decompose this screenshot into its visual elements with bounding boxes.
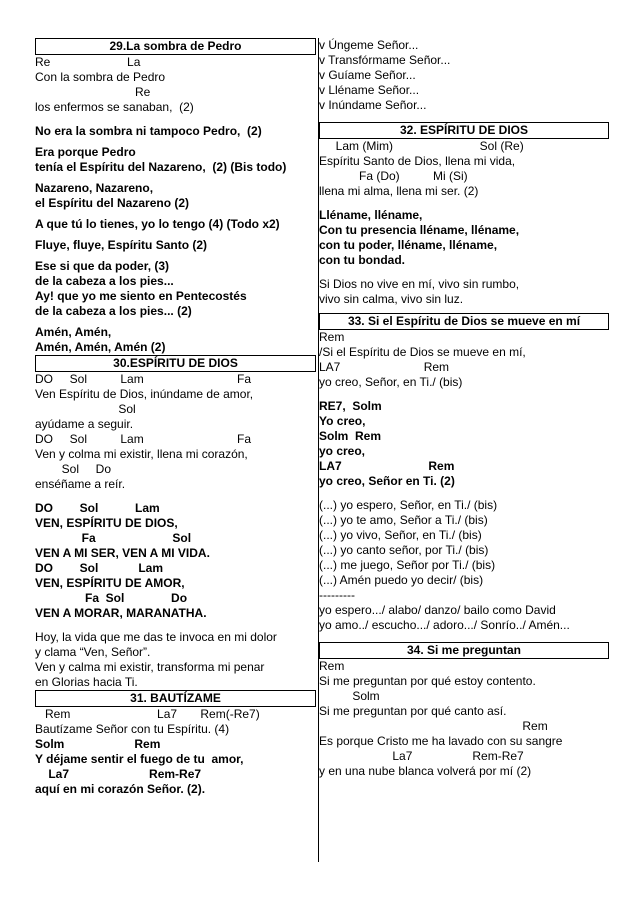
chorus-line: con tu poder, lléname, lléname, <box>319 238 498 252</box>
spacer <box>319 199 609 208</box>
lyric-line: en Glorias hacia Ti. <box>35 675 138 689</box>
chorus-line: DO Sol Lam <box>35 501 160 515</box>
song-title: 29.La sombra de Pedro <box>35 38 316 55</box>
lyric-line: (...) yo vivo, Señor, en Ti./ (bis) <box>319 528 482 542</box>
lyric-line: Solm <box>319 689 380 703</box>
lyric-line: Hoy, la vida que me das te invoca en mi dolor <box>35 630 277 644</box>
chorus-line: Nazareno, Nazareno, <box>35 181 154 195</box>
lyric-line: Espíritu Santo de Dios, llena mi vida, <box>319 154 516 168</box>
lyric-line: v Transfórmame Señor... <box>319 53 451 67</box>
chorus-line: Y déjame sentir el fuego de tu amor, <box>35 752 244 766</box>
lyric-line: (...) me juego, Señor por Ti./ (bis) <box>319 558 496 572</box>
lyric-line: Re <box>35 85 151 99</box>
lyric-line: (...) Amén puedo yo decir/ (bis) <box>319 573 484 587</box>
chorus-line: yo creo, Señor en Ti. (2) <box>319 474 455 488</box>
lyric-line: y en una nube blanca volverá por mí (2) <box>319 764 532 778</box>
spacer <box>35 492 316 501</box>
spacer <box>35 115 316 124</box>
lyric-line: LA7 Rem <box>319 360 450 374</box>
lyric-line: Sol Do <box>35 462 112 476</box>
lyric-line: Ven y calma mi existir, transforma mi penar <box>35 660 265 674</box>
chorus-line: Con tu presencia lléname, lléname, <box>319 223 520 237</box>
chorus-line: Yo creo, <box>319 414 366 428</box>
chorus-line: con tu bondad. <box>319 253 405 267</box>
chorus-line: Solm Rem <box>35 737 161 751</box>
lyric-line: llena mi alma, llena mi ser. (2) <box>319 184 479 198</box>
chorus-line: Amén, Amén, <box>35 325 112 339</box>
chorus-line: Fa Sol <box>35 531 192 545</box>
lyric-line: y clama “Ven, Señor”. <box>35 645 151 659</box>
lyric-line: Si me preguntan por qué estoy contento. <box>319 674 536 688</box>
spacer <box>319 489 609 498</box>
lyric-line: Sol <box>35 402 136 416</box>
lyric-line: vivo sin calma, vivo sin luz. <box>319 292 464 306</box>
chorus-line: No era la sombra ni tampoco Pedro, (2) <box>35 124 262 138</box>
lyric-line: Rem <box>319 330 345 344</box>
spacer <box>319 633 609 642</box>
spacer <box>35 621 316 630</box>
lyric-line: Si Dios no vive en mí, vivo sin rumbo, <box>319 277 520 291</box>
lyric-line: Con la sombra de Pedro <box>35 70 166 84</box>
lyric-line: enséñame a reír. <box>35 477 126 491</box>
lyric-line: v Lléname Señor... <box>319 83 420 97</box>
chorus-line: Amén, Amén, Amén (2) <box>35 340 166 354</box>
chorus-line: Fa Sol Do <box>35 591 188 605</box>
lyric-line: Bautízame Señor con tu Espíritu. (4) <box>35 722 230 736</box>
lyric-line: DO Sol Lam Fa <box>35 432 252 446</box>
lyric-line: Rem <box>319 719 548 733</box>
chorus-line: Ay! que yo me siento en Pentecostés <box>35 289 247 303</box>
lyric-line: --------- <box>319 588 355 602</box>
chorus-line: el Espíritu del Nazareno (2) <box>35 196 190 210</box>
chorus-line: tenía el Espíritu del Nazareno, (2) (Bis todo) <box>35 160 287 174</box>
left-column <box>35 38 316 797</box>
spacer <box>319 390 609 399</box>
lyric-line: Lam (Mim) Sol (Re) <box>319 139 524 153</box>
lyric-line: Rem <box>319 659 345 673</box>
song-title: 32. ESPÍRITU DE DIOS <box>319 122 609 139</box>
song-title: 33. Si el Espíritu de Dios se mueve en mí <box>319 313 609 330</box>
lyric-line: /Si el Espíritu de Dios se mueve en mí, <box>319 345 526 359</box>
lyric-line: (...) yo canto señor, por Ti./ (bis) <box>319 543 489 557</box>
lyric-line: (...) yo espero, Señor, en Ti./ (bis) <box>319 498 498 512</box>
right-column <box>319 38 609 779</box>
chorus-line: Era porque Pedro <box>35 145 136 159</box>
lyric-line: v Inúndame Señor... <box>319 98 427 112</box>
chorus-line: Fluye, fluye, Espíritu Santo (2) <box>35 238 208 252</box>
chorus-line: VEN, ESPÍRITU DE DIOS, <box>35 516 178 530</box>
chorus-line: VEN, ESPÍRITU DE AMOR, <box>35 576 185 590</box>
chorus-line: DO Sol Lam <box>35 561 164 575</box>
lyric-line: Ven y colma mi existir, llena mi corazón, <box>35 447 248 461</box>
lyric-line: Si me preguntan por qué canto así. <box>319 704 507 718</box>
lyric-line: DO Sol Lam Fa <box>35 372 252 386</box>
chorus-line: de la cabeza a los pies... <box>35 274 174 288</box>
chorus-line: Solm Rem <box>319 429 382 443</box>
chorus-line: La7 Rem-Re7 <box>35 767 202 781</box>
lyric-line: Es porque Cristo me ha lavado con su sangre <box>319 734 563 748</box>
lyric-line: yo espero.../ alabo/ danzo/ bailo como David <box>319 603 556 617</box>
lyric-line: Ven Espíritu de Dios, inúndame de amor, <box>35 387 254 401</box>
lyric-line: yo creo, Señor, en Ti./ (bis) <box>319 375 463 389</box>
chorus-line: aquí en mi corazón Señor. (2). <box>35 782 206 796</box>
chorus-line: de la cabeza a los pies... (2) <box>35 304 192 318</box>
lyric-line: v Guíame Señor... <box>319 68 416 82</box>
chorus-line: Lléname, lléname, <box>319 208 423 222</box>
chorus-line: A que tú lo tienes, yo lo tengo (4) (Todo x2) <box>35 217 280 231</box>
lyric-line: ayúdame a seguir. <box>35 417 134 431</box>
chorus-line: VEN A MORAR, MARANATHA. <box>35 606 207 620</box>
spacer <box>319 113 609 122</box>
song-title: 31. BAUTÍZAME <box>35 690 316 707</box>
spacer <box>319 268 609 277</box>
chorus-line: RE7, Solm <box>319 399 382 413</box>
chorus-line: Ese si que da poder, (3) <box>35 259 170 273</box>
chorus-line: LA7 Rem <box>319 459 455 473</box>
chorus-line: yo creo, <box>319 444 366 458</box>
lyric-line: Fa (Do) Mi (Si) <box>319 169 468 183</box>
chorus-line: VEN A MI SER, VEN A MI VIDA. <box>35 546 210 560</box>
lyric-line: los enfermos se sanaban, (2) <box>35 100 194 114</box>
lyric-line: Rem La7 Rem(-Re7) <box>35 707 260 721</box>
lyric-line: (...) yo te amo, Señor a Ti./ (bis) <box>319 513 488 527</box>
lyric-line: v Úngeme Señor... <box>319 38 419 52</box>
song-title: 30.ESPÍRITU DE DIOS <box>35 355 316 372</box>
lyric-line: Re La <box>35 55 141 69</box>
lyric-line: yo amo../ escucho.../ adoro.../ Sonrío../ Amén... <box>319 618 570 632</box>
lyric-line: La7 Rem-Re7 <box>319 749 524 763</box>
song-title: 34. Si me preguntan <box>319 642 609 659</box>
